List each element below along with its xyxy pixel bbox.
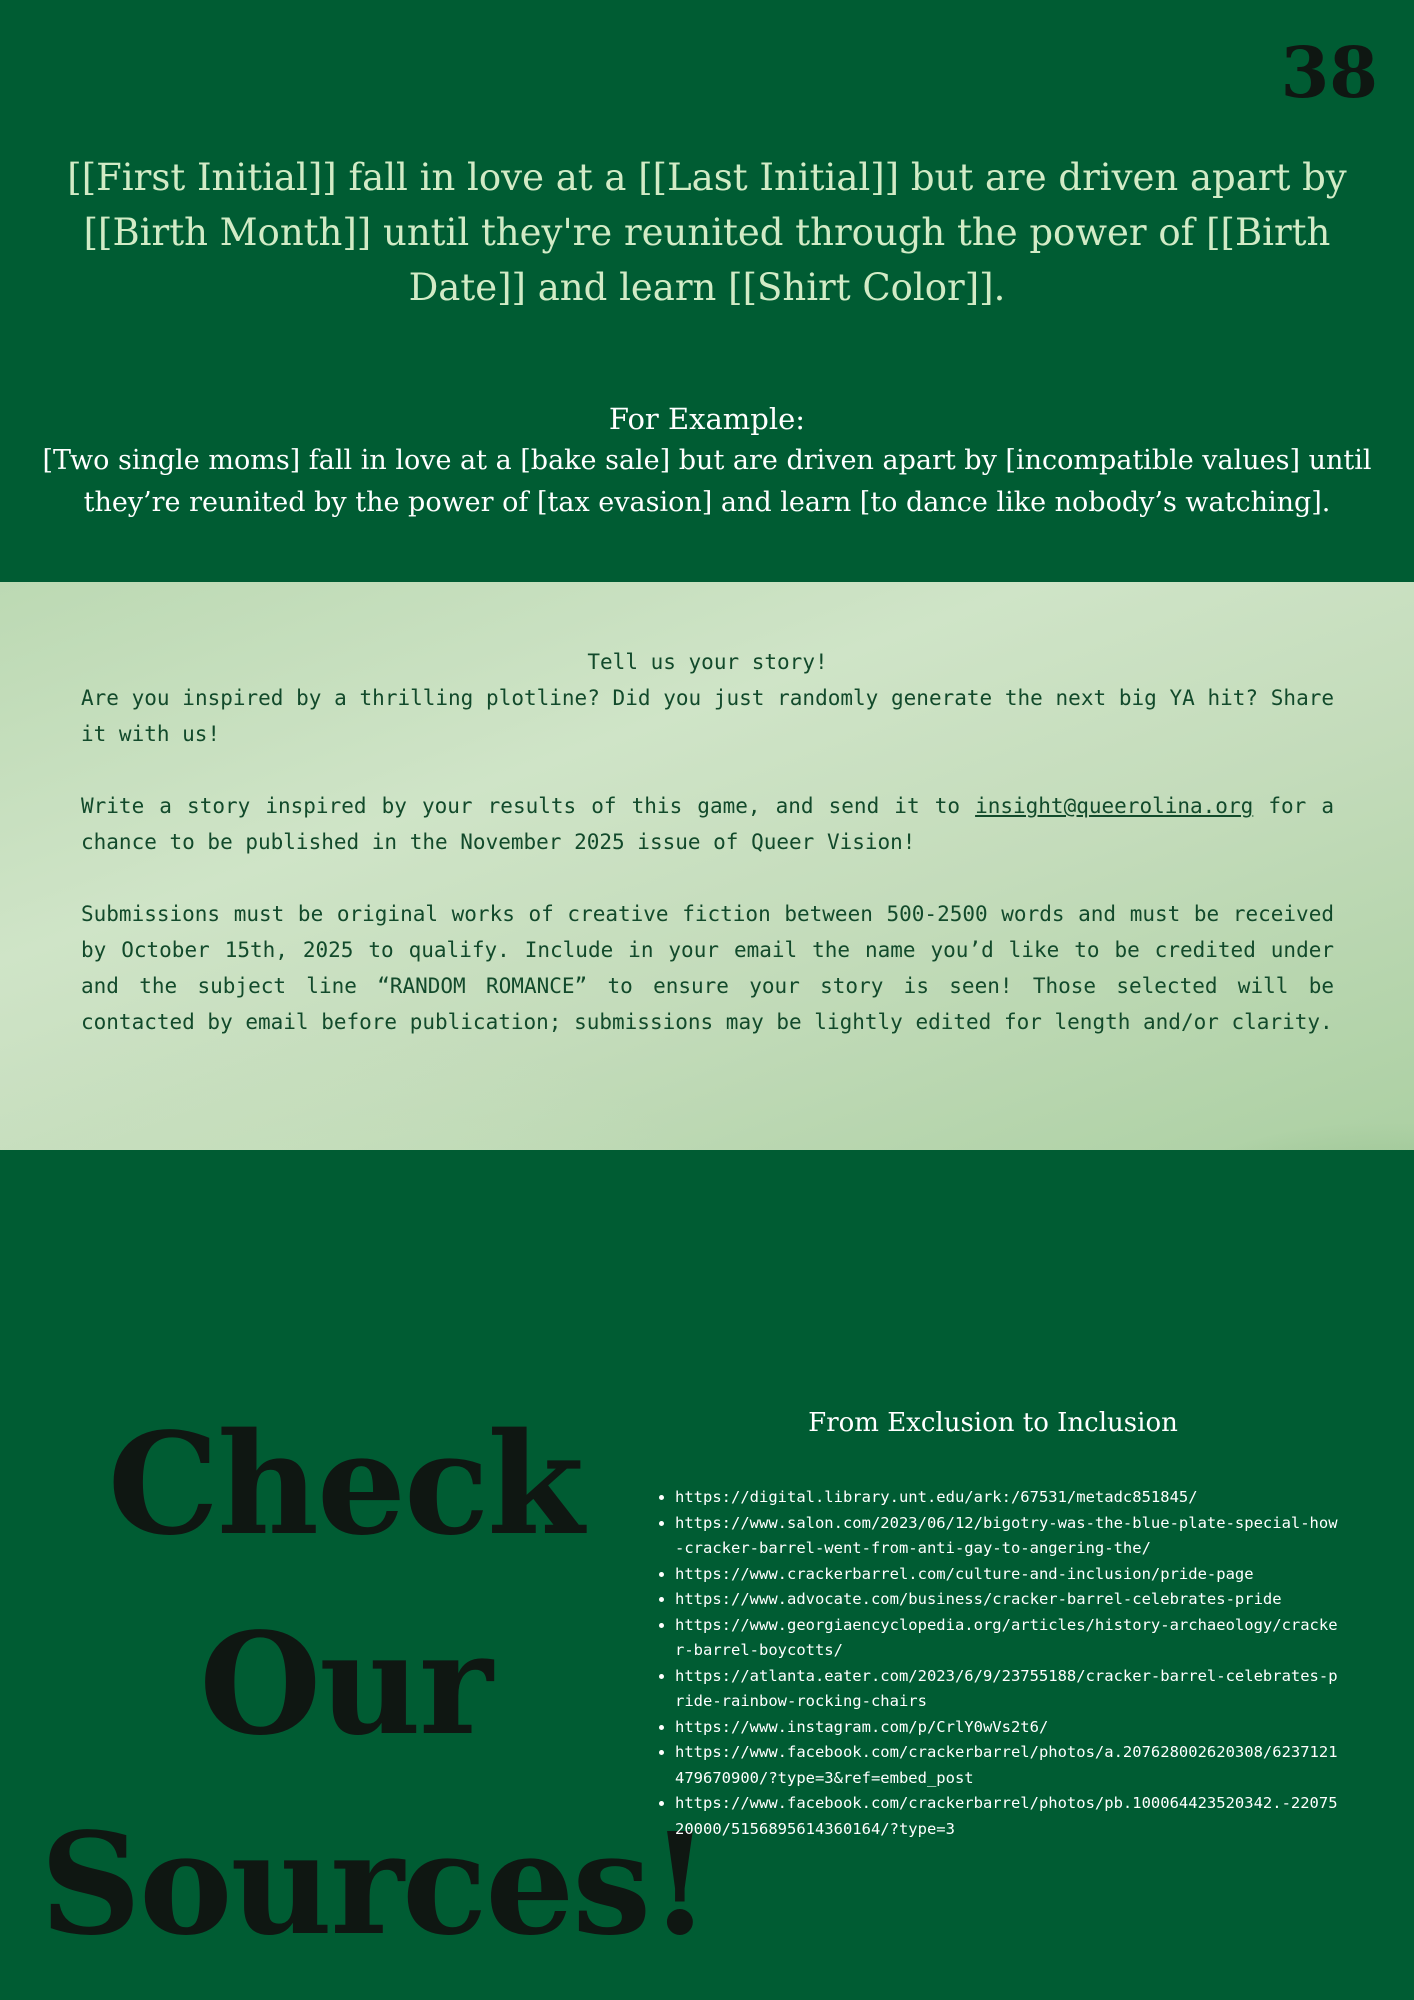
sources-title: From Exclusion to Inclusion bbox=[808, 1408, 1178, 1438]
submission-call-before: Write a story inspired by your results of this game, and send it to bbox=[81, 794, 976, 818]
our-word: Our bbox=[199, 1603, 491, 1767]
example-text: [Two single moms] fall in love at a [bake sale] but are driven apart by [incompatible values] until they’re reunited by the power of [tax evasion] and learn [to dance like nobody’s watching]. bbox=[42, 445, 1372, 518]
submission-title: Tell us your story! bbox=[587, 650, 828, 674]
example-heading: For Example: bbox=[608, 402, 806, 436]
submission-call bbox=[81, 788, 1334, 860]
submission-call-after: for a chance to be published in the November 2025 issue of Queer Vision! bbox=[81, 794, 1334, 854]
source-link[interactable]: • https://digital.library.unt.edu/ark:/67531/metadc851845/ bbox=[675, 1485, 1338, 1511]
source-link[interactable]: • https://www.salon.com/2023/06/12/bigotry-was-the-blue-plate-special-how-cracker-barrel-went-from-anti-gay-to-angering-the/ bbox=[675, 1511, 1338, 1562]
submission-content bbox=[81, 644, 1334, 1040]
source-link[interactable]: • https://www.georgiaencyclopedia.org/articles/history-archaeology/cracker-barrel-boycotts/ bbox=[675, 1613, 1338, 1664]
submission-rules: Submissions must be original works of creative fiction between 500-2500 words and must be received by October 15th, 2025 to qualify. Include in your email the name you’d like to be credited under and the subject line “RANDOM ROMANCE” to ensure your story is seen! Those selected will be contacted by email before publication; submissions may be lightly edited for length and/or clarity. bbox=[81, 902, 1334, 1034]
madlib-template: [[First Initial]] fall in love at a [[Last Initial]] but are driven apart by [[Birth Month]] until they're reunited through the power of [[Birth Date]] and learn [[Shirt Color]]. bbox=[67, 156, 1347, 309]
sources-section bbox=[648, 1405, 1338, 1842]
example-section bbox=[40, 398, 1374, 524]
check-word: Check bbox=[107, 1403, 583, 1567]
sources-list bbox=[648, 1485, 1338, 1842]
submission-panel bbox=[0, 582, 1414, 1150]
source-link[interactable]: • https://www.facebook.com/crackerbarrel/photos/a.207628002620308/6237121479670900/?type=3&ref=embed_post bbox=[675, 1740, 1338, 1791]
source-link[interactable]: • https://www.crackerbarrel.com/culture-and-inclusion/pride-page bbox=[675, 1562, 1338, 1588]
sources-word: Sources! bbox=[40, 1803, 709, 1967]
source-link[interactable]: • https://www.instagram.com/p/CrlY0wVs2t6/ bbox=[675, 1715, 1338, 1741]
source-link[interactable]: • https://www.advocate.com/business/cracker-barrel-celebrates-pride bbox=[675, 1587, 1338, 1613]
check-our-sources-heading bbox=[40, 1385, 709, 1985]
submission-intro: Are you inspired by a thrilling plotline? Did you just randomly generate the next big YA hit? Share it with us! bbox=[81, 686, 1334, 746]
page-number: 38 bbox=[1280, 31, 1378, 114]
source-link[interactable]: • https://www.facebook.com/crackerbarrel/photos/pb.100064423520342.-2207520000/5156895614360164/?type=3 bbox=[675, 1791, 1338, 1842]
submission-email-link[interactable]: insight@queerolina.org bbox=[975, 794, 1254, 818]
source-link[interactable]: • https://atlanta.eater.com/2023/6/9/23755188/cracker-barrel-celebrates-pride-rainbow-rocking-chairs bbox=[675, 1664, 1338, 1715]
